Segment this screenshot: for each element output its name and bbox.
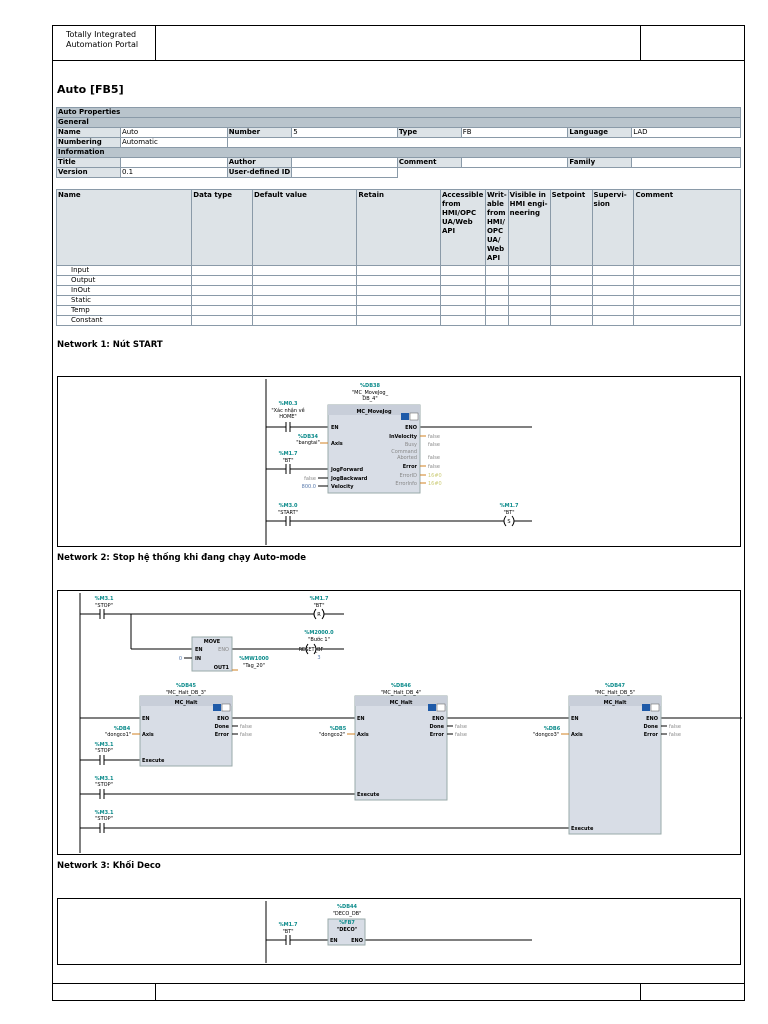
contact-address: %M0.3 <box>278 401 298 407</box>
pin-error: Error <box>214 732 229 738</box>
section-name: Temp <box>57 306 192 316</box>
section-header: Auto Properties <box>57 108 741 118</box>
prop-label: Language <box>568 128 632 138</box>
contact-name: "START" <box>277 510 299 516</box>
pin-errorinfo: ErrorInfo <box>395 481 417 487</box>
pin-eno: ENO <box>218 647 229 653</box>
axis-address: %DB6 <box>543 726 561 732</box>
brand-line-2: Automation Portal <box>66 40 139 49</box>
coil-name: "Bước 1" <box>308 637 330 643</box>
network-2-ladder <box>57 590 741 855</box>
out-value: false <box>669 724 681 730</box>
block-properties-table <box>56 107 741 178</box>
prop-label: Family <box>568 158 632 168</box>
table-row <box>57 296 741 306</box>
pin-error: Error <box>402 464 417 470</box>
section-header: General <box>57 118 741 128</box>
pin-jogforward: JogForward <box>331 467 364 473</box>
contact-address: %M3.1 <box>94 810 114 816</box>
mc-halt-block-2 <box>355 696 447 800</box>
contact-address: %M3.1 <box>94 776 114 782</box>
col-header: Default value <box>252 190 356 266</box>
prop-value <box>120 158 227 168</box>
pin-done: Done <box>643 724 658 730</box>
coil-value: 3 <box>317 655 321 661</box>
interface-table <box>56 189 741 326</box>
db-address: %DB46 <box>391 683 411 689</box>
portal-brand <box>53 26 156 60</box>
block-name: MC_Halt <box>389 700 413 706</box>
coil-address: %M2000.0 <box>304 630 334 636</box>
pin-execute: Execute <box>357 792 380 798</box>
db-address: %DB38 <box>360 383 380 389</box>
db-name: "MC_Halt_DB_4" <box>380 690 422 696</box>
pin-eno: ENO <box>405 425 417 431</box>
block-name: MC_Halt <box>603 700 627 706</box>
pin-error: Error <box>429 732 444 738</box>
section-header: Information <box>57 148 741 158</box>
block-name: MOVE <box>203 639 221 645</box>
pin-axis: Axis <box>571 732 583 738</box>
empty-cell <box>227 138 740 148</box>
prop-value <box>632 158 741 168</box>
ladder-diagram <box>58 591 742 856</box>
ladder-diagram <box>58 899 742 966</box>
pin-jogbackward: JogBackward <box>331 476 368 482</box>
contact-name: "BT" <box>282 458 294 464</box>
db-name: DB_4" <box>362 396 378 402</box>
param-value: 800.0 <box>301 484 316 490</box>
coil-type: S <box>507 519 511 525</box>
table-row <box>57 266 741 276</box>
pin-en: EN <box>357 716 365 722</box>
col-header: Comment <box>634 190 741 266</box>
pin-velocity: Velocity <box>331 484 354 490</box>
prop-value: FB <box>461 128 568 138</box>
prop-value: Auto <box>120 128 227 138</box>
pin-in: IN <box>195 656 202 662</box>
prop-label: Author <box>227 158 292 168</box>
prop-value: 5 <box>292 128 398 138</box>
pin-en: EN <box>571 716 579 722</box>
prop-label: Version <box>57 168 121 178</box>
block-name: MC_MoveJog <box>356 409 392 415</box>
axis-name: "bangtai" <box>296 440 320 446</box>
axis-address: %DB4 <box>113 726 131 732</box>
page-title: Auto [FB5] <box>57 83 124 96</box>
fb-address: %FB7 <box>339 920 355 926</box>
section-name: Output <box>57 276 192 286</box>
pin-aborted: Aborted <box>397 455 417 461</box>
pin-en: EN <box>195 647 203 653</box>
out-address: %MW1000 <box>239 656 269 662</box>
param-value: false <box>304 476 316 482</box>
prop-label: Name <box>57 128 121 138</box>
pin-eno: ENO <box>217 716 229 722</box>
pin-invelocity: InVelocity <box>389 434 417 440</box>
axis-name: "dongco1" <box>104 732 132 738</box>
pin-eno: ENO <box>646 716 658 722</box>
empty-cell <box>397 168 740 178</box>
header-divider <box>640 26 641 60</box>
coil-type: RESET_BF <box>298 647 324 653</box>
contact-name: "BT" <box>282 929 294 935</box>
network-3-title: Network 3: Khối Deco <box>57 861 161 871</box>
contact-address: %M1.7 <box>278 922 298 928</box>
table-row <box>57 306 741 316</box>
page-header <box>53 26 744 61</box>
col-header: Accessible from HMI/OPC UA/Web API <box>440 190 485 266</box>
table-row <box>57 286 741 296</box>
pin-command: Command <box>391 449 417 455</box>
prop-value <box>292 168 398 178</box>
contact-name: "Xác nhận về <box>271 408 305 414</box>
table-row <box>57 276 741 286</box>
axis-name: "dongco2" <box>318 732 346 738</box>
section-name: Input <box>57 266 192 276</box>
pin-execute: Execute <box>571 826 594 832</box>
pin-done: Done <box>214 724 229 730</box>
pin-axis: Axis <box>331 441 343 447</box>
contact-name: "STOP" <box>95 782 113 788</box>
table-row <box>57 316 741 326</box>
prop-label: Number <box>227 128 292 138</box>
prop-value: Automatic <box>120 138 227 148</box>
col-header: Visible in HMI engi-neering <box>508 190 550 266</box>
contact-name: "STOP" <box>95 816 113 822</box>
col-header: Supervi-sion <box>592 190 634 266</box>
block-name: MC_Halt <box>174 700 198 706</box>
prop-value <box>292 158 398 168</box>
section-name: InOut <box>57 286 192 296</box>
out-value: 16#0 <box>428 473 442 479</box>
pin-en: EN <box>331 425 339 431</box>
axis-name: "dongco3" <box>532 732 560 738</box>
prop-label: User-defined ID <box>228 168 291 176</box>
out-value: false <box>669 732 681 738</box>
brand-line-1: Totally Integrated <box>66 30 137 39</box>
pin-axis: Axis <box>357 732 369 738</box>
pin-eno: ENO <box>432 716 444 722</box>
prop-value: 0.1 <box>120 168 227 178</box>
out-value: 16#0 <box>428 481 442 487</box>
pin-axis: Axis <box>142 732 154 738</box>
pin-errorid: ErrorID <box>399 473 417 479</box>
contact-address: %M1.7 <box>278 451 298 457</box>
prop-value <box>461 158 568 168</box>
contact-name: "STOP" <box>95 748 113 754</box>
footer-divider <box>155 984 156 1000</box>
out-value: false <box>240 724 252 730</box>
out-value: false <box>428 434 440 440</box>
axis-address: %DB34 <box>298 434 318 440</box>
contact-name: "STOP" <box>95 603 113 609</box>
contact-address: %M3.1 <box>94 742 114 748</box>
network-1-title: Network 1: Nút START <box>57 340 163 350</box>
pin-error: Error <box>643 732 658 738</box>
axis-address: %DB5 <box>329 726 347 732</box>
col-header: Setpoint <box>550 190 592 266</box>
pin-eno: ENO <box>351 938 363 944</box>
prop-label: Comment <box>397 158 461 168</box>
contact-address: %M3.1 <box>94 596 114 602</box>
db-name: "MC_Halt_DB_3" <box>165 690 207 696</box>
col-header: Retain <box>357 190 441 266</box>
out-value: false <box>428 464 440 470</box>
pin-busy: Busy <box>404 442 417 448</box>
out-value: false <box>455 732 467 738</box>
out-value: false <box>428 455 440 461</box>
footer-divider <box>640 984 641 1000</box>
section-name: Static <box>57 296 192 306</box>
prop-label: Type <box>397 128 461 138</box>
prop-value: LAD <box>632 128 741 138</box>
ladder-diagram <box>58 377 742 548</box>
pin-done: Done <box>429 724 444 730</box>
pin-out1: OUT1 <box>213 665 229 671</box>
out-value: false <box>428 442 440 448</box>
db-address: %DB44 <box>337 904 357 910</box>
pin-en: EN <box>142 716 150 722</box>
coil-name: "BT" <box>313 603 325 609</box>
param-value: 0 <box>178 656 182 662</box>
coil-address: %M1.7 <box>499 503 519 509</box>
out-value: false <box>240 732 252 738</box>
fb-name: "DECO" <box>336 927 358 933</box>
pin-execute: Execute <box>142 758 165 764</box>
coil-name: "BT" <box>503 510 515 516</box>
page-footer <box>53 983 744 1000</box>
contact-address: %M3.0 <box>278 503 298 509</box>
coil-type: R <box>317 612 321 618</box>
prop-label: Numbering <box>57 138 121 148</box>
network-1-ladder <box>57 376 741 547</box>
prop-label: Title <box>57 158 121 168</box>
col-header: Data type <box>192 190 253 266</box>
col-header: Writ-able from HMI/ OPC UA/ Web API <box>485 190 508 266</box>
network-3-ladder <box>57 898 741 965</box>
section-name: Constant <box>57 316 192 326</box>
db-name: "MC_MoveJog_ <box>351 390 389 396</box>
col-header: Name <box>57 190 192 266</box>
db-name: "DECO_DB" <box>332 911 362 917</box>
db-name: "MC_Halt_DB_5" <box>594 690 636 696</box>
out-name: "Tag_20" <box>243 663 265 669</box>
coil-address: %M1.7 <box>309 596 329 602</box>
contact-name: HOME" <box>279 414 297 420</box>
db-address: %DB47 <box>605 683 625 689</box>
db-address: %DB45 <box>176 683 196 689</box>
out-value: false <box>455 724 467 730</box>
network-2-title: Network 2: Stop hệ thống khi đang chạy Auto-mode <box>57 553 307 563</box>
pin-en: EN <box>330 938 338 944</box>
